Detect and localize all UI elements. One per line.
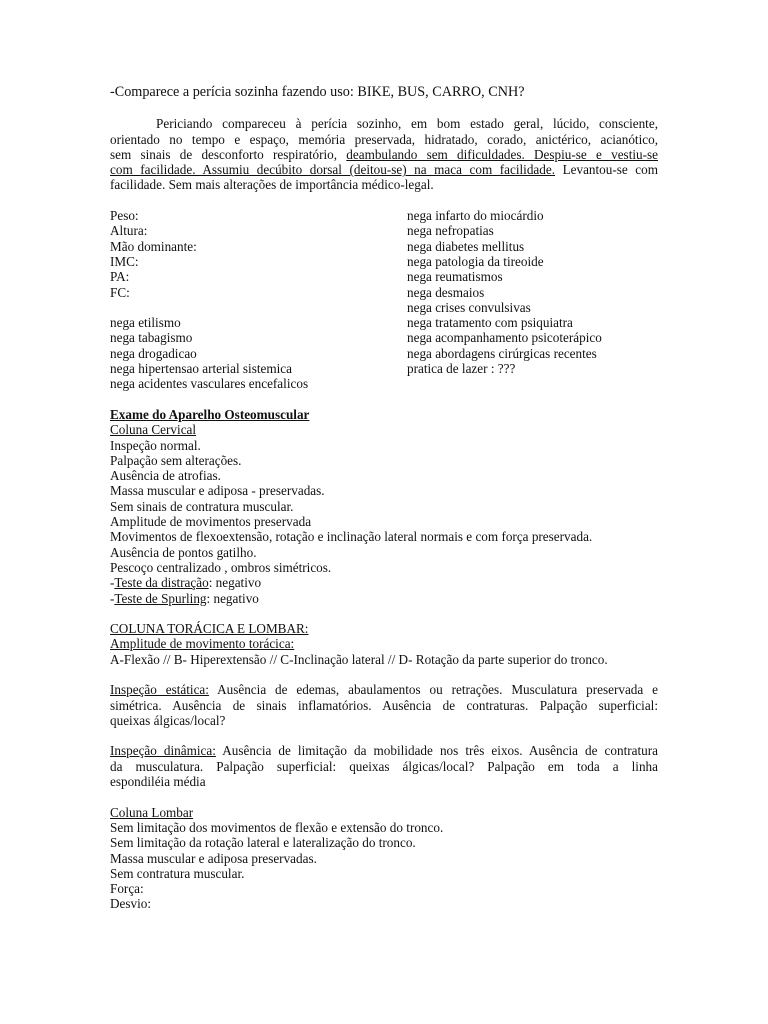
lombar-line: Desvio:	[110, 896, 152, 912]
test-distracao: -Teste da distração: negativo	[110, 575, 262, 591]
vital-left-item: PA:	[110, 269, 130, 285]
cervical-line: Palpação sem alterações.	[110, 452, 242, 468]
estatica-line-2: simétrica. Ausência de sinais inflamatórios. Ausência de contraturas. Palpação superficial:	[110, 697, 658, 713]
cervical-line: Inspeção normal.	[110, 437, 201, 453]
vital-left-item: IMC:	[110, 253, 139, 269]
vital-left-item: nega etilismo	[110, 315, 181, 331]
vital-right-item: nega tratamento com psiquiatra	[407, 315, 573, 331]
lombar-line: Sem contratura muscular.	[110, 865, 245, 881]
estatica-line-3: queixas álgicas/local?	[110, 712, 226, 728]
vitals-left-column	[110, 208, 407, 392]
vital-left-item: nega tabagismo	[110, 330, 193, 346]
dinamica-text-1: Ausência de limitação da mobilidade nos três eixos. Ausência de contratura	[215, 743, 658, 759]
osteo-section	[110, 407, 658, 606]
estatica-text-1: Ausência de edemas, abaulamentos ou retrações. Musculatura preservada e	[208, 682, 658, 698]
toracica-subtitle: Amplitude de movimento torácica:	[110, 636, 295, 652]
lombar-title: Coluna Lombar	[110, 804, 194, 820]
intro-line-4-underlined: com facilidade. Assumiu decúbito dorsal (deitou-se) na maca com facilidade.	[110, 162, 556, 178]
cervical-line: Movimentos de flexoextensão, rotação e inclinação lateral normais e com força preservada.	[110, 529, 593, 545]
cervical-line: Amplitude de movimentos preservada	[110, 514, 312, 530]
intro-line-3-underlined: deambulando sem dificuldades. Despiu-se e vestiu-se	[346, 146, 658, 162]
estatica-line-1	[110, 682, 658, 697]
intro-line-2: orientado no tempo e espaço, memória preservada, hidratado, corado, anictérico, acianótico,	[110, 131, 658, 147]
vital-left-item: nega hipertensao arterial sistemica	[110, 361, 292, 377]
test-spurling: -Teste de Spurling: negativo	[110, 590, 259, 606]
vital-right-item: nega desmaios	[407, 284, 485, 300]
header-line: -Comparece a perícia sozinha fazendo uso: BIKE, BUS, CARRO, CNH?	[110, 84, 525, 100]
intro-line-4	[110, 162, 658, 177]
vital-left-item: Altura:	[110, 223, 148, 239]
vital-left-item: Peso:	[110, 208, 139, 224]
document-page	[110, 85, 658, 912]
vital-right-item: nega crises convulsivas	[407, 299, 531, 315]
vital-right-item: nega nefropatias	[407, 223, 494, 239]
test-distracao-result: : negativo	[208, 575, 262, 591]
dinamica-line-3: espondiléia média	[110, 774, 206, 790]
intro-line-3-text: sem sinais de desconforto respiratório,	[110, 146, 347, 162]
vital-right-item: nega patologia da tireoide	[407, 253, 544, 269]
toracica-title: COLUNA TORÁCICA E LOMBAR:	[110, 621, 309, 637]
intro-paragraph	[110, 116, 658, 192]
intro-line-1: Periciando compareceu à perícia sozinho, em bom estado geral, lúcido, consciente,	[156, 116, 658, 132]
intro-line-3	[110, 147, 658, 162]
osteo-title: Exame do Aparelho Osteomuscular	[110, 406, 310, 422]
test-distracao-label: Teste da distração	[114, 575, 209, 591]
vital-right-item: pratica de lazer : ???	[407, 361, 516, 377]
cervical-line: Sem sinais de contratura muscular.	[110, 498, 294, 514]
cervical-title: Coluna Cervical	[110, 422, 197, 438]
estatica-label: Inspeção estática:	[110, 682, 209, 698]
vital-left-item: FC:	[110, 284, 130, 300]
toracica-section	[110, 621, 658, 789]
lombar-section	[110, 805, 658, 912]
test-spurling-label: Teste de Spurling	[114, 590, 207, 606]
vital-left-item: nega acidentes vasculares encefalicos	[110, 376, 309, 392]
intro-line-4-text: Levantou-se com	[555, 162, 658, 178]
dinamica-label: Inspeção dinâmica:	[110, 743, 216, 759]
lombar-line: Força:	[110, 881, 144, 897]
vital-right-item: nega reumatismos	[407, 269, 503, 285]
vital-right-item: nega diabetes mellitus	[407, 238, 525, 254]
inspecao-estatica	[110, 682, 658, 728]
lombar-line: Sem limitação dos movimentos de flexão e extensão do tronco.	[110, 819, 444, 835]
cervical-line: Pescoço centralizado , ombros simétricos.	[110, 559, 332, 575]
vital-left-item: nega drogadicao	[110, 345, 197, 361]
dinamica-line-2: da musculatura. Palpação superficial: queixas álgicas/local? Palpação em toda a linha	[110, 758, 658, 774]
vital-right-item: nega acompanhamento psicoterápico	[407, 330, 602, 346]
lombar-line: Sem limitação da rotação lateral e lateralização do tronco.	[110, 835, 416, 851]
vital-right-item: nega abordagens cirúrgicas recentes	[407, 345, 597, 361]
inspecao-dinamica	[110, 743, 658, 789]
vitals-section	[110, 208, 658, 392]
vital-left-item: Mão dominante:	[110, 238, 197, 254]
vital-left-item	[110, 300, 407, 315]
cervical-line: Ausência de pontos gatilho.	[110, 544, 257, 560]
vital-right-item: nega infarto do miocárdio	[407, 208, 544, 224]
lombar-line: Massa muscular e adiposa preservadas.	[110, 850, 317, 866]
dinamica-line-1	[110, 743, 658, 758]
toracica-movements: A-Flexão // B- Hiperextensão // C-Inclinação lateral // D- Rotação da parte superior do tronco.	[110, 651, 608, 667]
intro-line-5: facilidade. Sem mais alterações de importância médico-legal.	[110, 177, 434, 193]
cervical-line: Massa muscular e adiposa - preservadas.	[110, 483, 325, 499]
test-spurling-result: : negativo	[206, 590, 259, 606]
cervical-line: Ausência de atrofias.	[110, 468, 221, 484]
vitals-right-column	[407, 208, 658, 392]
